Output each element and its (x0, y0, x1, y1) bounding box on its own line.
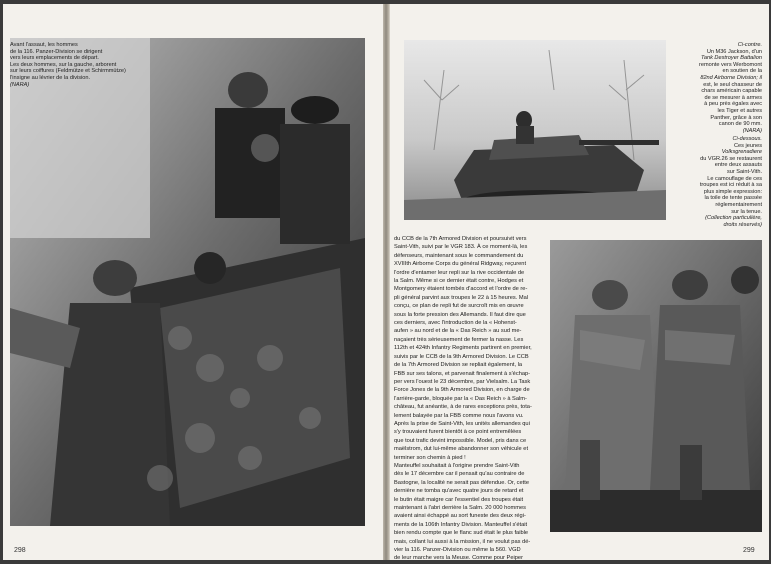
body-line: dès le 17 décembre car il pensait qu'au contraire de (394, 471, 525, 478)
body-line: dernière ne tomba qu'avec quatre jours de retard et (394, 488, 524, 495)
body-line: défenseurs, maintenant sous le commandement du (394, 252, 524, 259)
caption-line: l'insigne au lévrier de la division. (10, 74, 91, 81)
body-line: avaient ainsi échappé au sort funeste des deux régi- (394, 513, 526, 520)
body-line: s'y trouvaient furent bientôt à ce point entremêlées (394, 429, 522, 436)
caption-line: remonte vers Werbomont (698, 61, 762, 68)
caption-line: plus simple expression: (703, 188, 762, 195)
body-line: conçu, ce plan de repli fut de surcroît mis en œuvre (394, 303, 524, 310)
body-line: pli général parvint aux troupes le 22 à 15 heures. Mal (394, 294, 529, 301)
body-line: Après la prise de Saint-Vith, les unités allemandes qui (394, 420, 530, 427)
body-line: de la 7th Armored Division se repliait également, la (394, 362, 523, 369)
body-line: mais, collant lui aussi à la mission, il ne voulut pas dé- (394, 538, 531, 545)
article-body (394, 235, 542, 563)
body-line: ces derniers, avec l'introduction de la « Hohenst- (394, 320, 517, 327)
caption-line: sur la tenue. (731, 208, 762, 215)
caption-credit: (NARA) (10, 81, 30, 88)
caption-line: 82nd Airborne Division; il (700, 74, 762, 81)
caption-line: Un M36 Jackson, d'un (706, 48, 762, 55)
body-line: suivis par le CCB de la 9th Armored Division. Le CCB (394, 353, 529, 360)
caption-line: de la 116. Panzer-Division se dirigent (10, 48, 103, 55)
caption-line: du VGR.26 se restaurent (700, 155, 762, 162)
body-line: aufen » au nord et de la « Das Reich » au sud me- (394, 328, 522, 335)
body-line: terminer son chemin à pied ! (394, 454, 466, 461)
caption-line: vers leurs emplacements de départ. (10, 55, 99, 62)
caption-line: Volksgrenadiere (721, 149, 762, 156)
body-line: sous la forte pression des Allemands. Il faut dire que (394, 311, 526, 318)
caption-line: à peu près égales avec (704, 101, 762, 108)
caption-line: de se mesurer à armes (704, 94, 762, 101)
body-line: Montgomery étaient tombés d'accord et l'ordre de re- (394, 286, 528, 293)
body-line: Manteuffel souhaitait à l'origine prendre Saint-Vith (394, 462, 520, 469)
caption-line: Le camouflage de ces (707, 175, 762, 182)
body-line: château, fut anéantie, à de rares exceptions près, tota- (394, 404, 532, 411)
caption-line: sur Saint-Vith. (726, 168, 762, 175)
caption-line: troupes est ici réduit à sa (699, 182, 762, 189)
caption-m36-jackson (670, 42, 762, 134)
caption-line: Les deux hommes, sur la gauche, arborent (10, 61, 117, 68)
body-line: l'ordre d'entamer leur repli sur la rive occidentale de (394, 269, 525, 276)
page-number-left: 298 (14, 547, 26, 554)
body-line: du CCB de la 7th Armored Division et poursuivit vers (394, 236, 527, 242)
body-line: de leur marche vers la Meuse. Comme pour Peiper (394, 555, 523, 562)
caption-line: la toile de tente passée (704, 195, 762, 202)
caption-volksgrenadiers (670, 136, 762, 228)
body-line: le butin était maigre car l'essentiel des troupes était (394, 496, 524, 503)
body-line: FBB sur ses talons, et parvenait finalement à s'échap- (394, 370, 531, 377)
body-line: per vers l'ouest le 23 décembre, par Vielsalm. La Task (394, 378, 531, 385)
page-number-right: 299 (743, 547, 755, 554)
caption-panzer-grenadiers (10, 42, 148, 88)
body-line: vier la 116. Panzer-Division ou même la 560. VGD (394, 547, 521, 554)
body-line: bien rendu compte que le flanc sud était le plus faible (394, 530, 529, 537)
caption-line: Tank Destroyer Battalion (700, 55, 762, 62)
caption-line: chars américain capable (701, 88, 762, 95)
photo-m36-jackson (404, 40, 666, 220)
photo-panzer-grenadiers (10, 38, 365, 526)
body-line: maintenant à l'abri derrière la Salm. 20 000 hommes (394, 505, 526, 511)
caption-credit: (Collection particulière, (705, 215, 762, 222)
body-line: ments de la 106th Infantry Division. Manteuffel s'était (394, 521, 528, 528)
caption-line: en soutien de la (722, 68, 762, 75)
body-line: 112th et 424th Infantry Regiments partirent en premier, (394, 345, 532, 352)
caption-line: Avant l'assaut, les hommes (10, 42, 78, 48)
caption-credit: droits réservés) (723, 221, 762, 228)
caption-line: Ces jeunes (734, 142, 762, 149)
body-line: Saint-Vith, suivi par le VGR 183. À ce moment-là, les (394, 244, 528, 251)
caption-credit: (NARA) (742, 127, 762, 134)
caption-line: les Tiger et autres (717, 107, 762, 114)
caption-line: Ci-contre. (737, 42, 762, 48)
caption-line: réglementairement (715, 201, 762, 208)
caption-line: est, le seul chasseur de (703, 81, 762, 88)
caption-line: entre deux assauts (714, 162, 762, 169)
body-line: que tout trafic devint impossible. Model, pris dans ce (394, 437, 527, 444)
body-line: maëlstrom, dut lui-même abandonner son véhicule et (394, 446, 529, 453)
body-line: Bastogne, la localité ne serait pas défendue. Or, cette (394, 479, 530, 486)
caption-line: Ci-dessous. (732, 136, 762, 142)
photo-volksgrenadiers (550, 240, 762, 532)
body-line: lement balayée par la FBB comme nous l'avons vu. (394, 412, 524, 419)
body-line: XVIIIth Airborne Corps du général Ridgway, reçurent (394, 261, 527, 268)
body-line: l'arrière-garde, bloquée par la « Das Reich » à Salm- (394, 395, 527, 402)
body-line: la Salm. Même si ce dernier était contre, Hodges et (394, 278, 524, 285)
body-line: Force Jones de la 9th Armored Division, en charge de (394, 387, 530, 394)
caption-line: canon de 90 mm. (718, 121, 762, 128)
body-line: naçaient très sérieusement de fermer la nasse. Les (394, 336, 524, 343)
caption-line: sur leurs coiffures (Feldmütze et Schirmmütze) (10, 68, 126, 75)
caption-line: Panther, grâce à son (710, 114, 762, 121)
